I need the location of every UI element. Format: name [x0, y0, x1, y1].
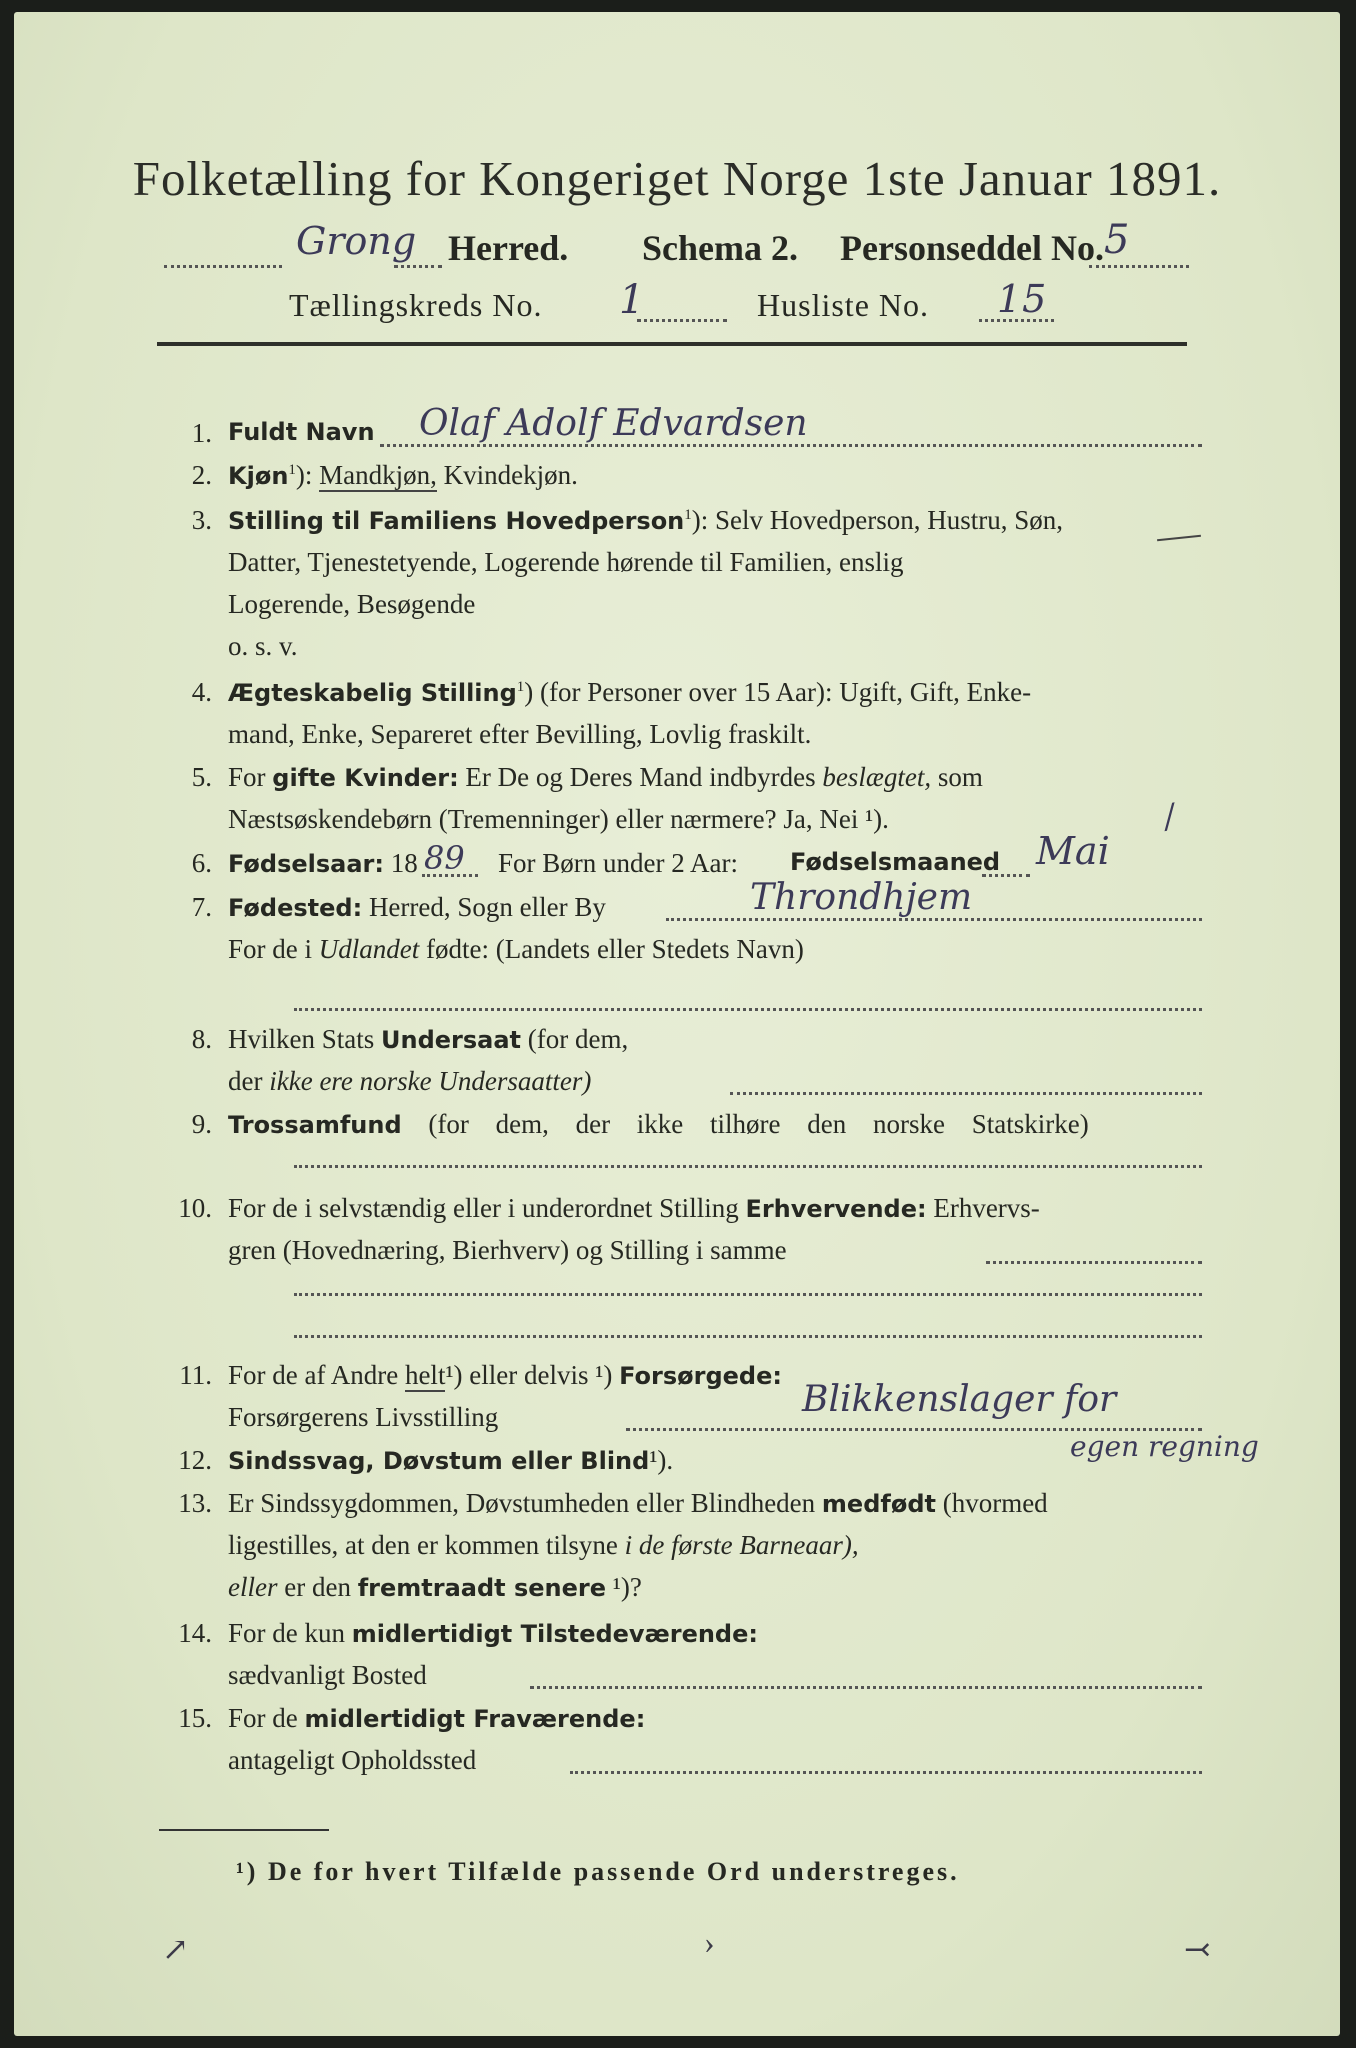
item-11-value: Blikkenslager for [802, 1379, 1117, 1420]
item-6-month-value: Mai [1036, 829, 1110, 873]
item-15: 15. For de midlertidigt Fraværende: antageligt Opholdssted [154, 1705, 1204, 1785]
schema-label: Schema 2. [642, 228, 798, 268]
corner-mark-left: ↗ [162, 1931, 189, 1967]
item-11: 11. For de af Andre helt¹) eller delvis ¹) Forsørgede: Forsørgerens Livsstilling Blikkenslager for [154, 1362, 1204, 1442]
corner-mark-right: ⤙ [1184, 1931, 1211, 1967]
form-title: Folketælling for Kongeriget Norge 1ste Januar 1891. [132, 151, 1222, 206]
footnote: ¹) De for hvert Tilfælde passende Ord understreges. [236, 1857, 960, 1886]
item-10: 10. For de i selvstændig eller i underordnet Stilling Erhvervende: Erhvervs- gren (Hovednæring, Bierhverv) og Stilling i samme [154, 1195, 1204, 1335]
item-1-value: Olaf Adolf Edvardsen [419, 403, 808, 444]
item-13: 13. Er Sindssygdommen, Døvstumheden eller Blindheden medfødt (hvormed ligestilles, at den er kommen tilsyne i de første Barneaar), eller er den fremtraadt senere ¹)? [178, 1488, 1048, 1602]
item-14: 14. For de kun midlertidigt Tilstedeværende: sædvanligt Bosted [154, 1620, 1204, 1700]
item-9: 9. Trossamfund (for dem, der ikke tilhøre den norske Statskirke) [154, 1111, 1204, 1181]
header-rule [157, 342, 1187, 346]
item-1-label: Fuldt Navn [228, 418, 375, 446]
item-6-year-value: 89 [424, 839, 465, 877]
header-line-kreds [289, 277, 1189, 347]
footnote-rule [159, 1829, 329, 1831]
item-4: 4. Ægteskabelig Stilling$^1$) (for Personer over 15 Aar): Ugift, Gift, Enke- mand, Enke, Separeret efter Bevilling, Lovlig fraskilt. [191, 677, 1032, 749]
item-2-underlined: Mandkjøn, [319, 460, 437, 490]
item-7-value: Throndhjem [750, 877, 973, 918]
personseddel-label: Personseddel No. [840, 228, 1104, 268]
item-11-value-continued: egen regning [1070, 1430, 1259, 1463]
herred-label: Herred. [448, 228, 569, 268]
item-3: 3. Stilling til Familiens Hovedperson$^1$): Selv Hovedperson, Hustru, Søn, Datter, Tjenestetyende, Logerende hørende til Familien, enslig Logerende, Besøgende o. s. v. [154, 507, 1204, 677]
personseddel-value: 5 [1104, 217, 1130, 263]
census-form: Folketælling for Kongeriget Norge 1ste Januar 1891. Grong Herred. Schema 2. Personseddel No. 5 Tællingskreds No. 1 Husliste No. 15 1. Fuldt Navn Olaf Adolf Edvardsen 2. Kjøn$^1$): Mandkjøn, Kvindekjøn. 3. Stilling til Familiens Hovedperson$^1$): Selv Hovedperson, Hustru, Søn, Datter, Tjenestetyende, Logerende hørende til Familien, enslig Logerende, Besøgende o. s. v. 4. Ægteskabelig Stilling$^1$) (for Personer over 15 Aar): Ugift, Gift, Enke- mand, Enke, Separeret efter Bevilling, Lovlig fraskilt. 5. For gifte Kvinder: Er De og Deres Mand indbyrdes beslægtet, som Næstsøskendebørn (Tremenninger) eller nærmere? Ja, Nei ¹). / 6. Fødselsaar: 18 89 For Børn under 2 Aar: Fødselsmaaned Mai 7. Fødested: Herred, Sogn eller By Throndhjem For de i Udlandet fødte: (Landets eller Stedets Navn) 8. Hvilken Stats Undersaat (for dem, der ikke ere norske Undersaatter) 9. Trossamfund (for dem, der ikke tilhøre den norske Statskirke) 10. For de i selvstændig eller i underordnet Stilling Erhvervende: Erhvervs- gren (Hovednæring, Bierhverv) og Stilling i samme 11. For de af Andre helt¹) eller delvis ¹) Forsørgede: Forsørgerens Livsstilling Blikkenslager for 12. Sindssvag, Døvstum eller Blind¹). egen regning 13. Er Sindssygdommen, Døvstumheden eller Blindheden medfødt (hvormed ligestilles, at den er kommen tilsyne i de første Barneaar), eller er den fremtraadt senere ¹)? 14. For de kun midlertidigt Tilstedeværende: sædvanligt Bosted 15. For de midlertidigt Fraværende: antageligt Opholdssted ¹) De for hvert Tilfælde passende Ord understreges. ↗ › ⤙ [14, 12, 1340, 2036]
husliste-value: 15 [997, 277, 1048, 321]
kreds-label: Tællingskreds No. [289, 287, 543, 323]
item-5-mark: / [1160, 796, 1179, 836]
herred-value: Grong [296, 219, 417, 263]
item-5: 5. For gifte Kvinder: Er De og Deres Mand indbyrdes beslægtet, som Næstsøskendebørn (Tremenninger) eller nærmere? Ja, Nei ¹). / [191, 762, 1179, 836]
item-7: 7. Fødested: Herred, Sogn eller By Throndhjem For de i Udlandet fødte: (Landets eller Stedets Navn) [154, 894, 1204, 974]
husliste-label: Husliste No. [757, 287, 929, 323]
corner-mark-center: › [704, 1924, 715, 1960]
header-line-herred [164, 217, 1204, 287]
kreds-value: 1 [619, 277, 646, 323]
item-8: 8. Hvilken Stats Undersaat (for dem, der ikke ere norske Undersaatter) [154, 1026, 1204, 1106]
